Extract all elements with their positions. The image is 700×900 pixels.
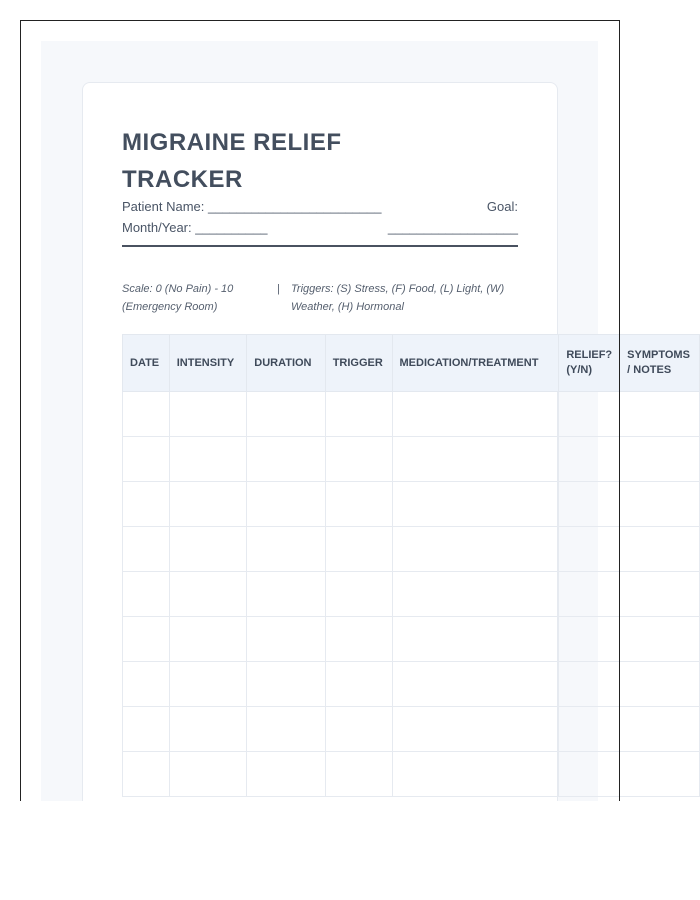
triggers-legend: Triggers: (S) Stress, (F) Food, (L) Light, (W) Weather, (H) Hormonal: [291, 283, 505, 313]
table-cell[interactable]: [620, 572, 700, 617]
table-row: [123, 752, 700, 797]
table-cell[interactable]: [559, 662, 620, 707]
table-cell[interactable]: [325, 707, 392, 752]
table-cell[interactable]: [325, 527, 392, 572]
table-cell[interactable]: [169, 392, 247, 437]
table-cell[interactable]: [620, 617, 700, 662]
table-cell[interactable]: [620, 752, 700, 797]
table-cell[interactable]: [559, 392, 620, 437]
col-date: DATE: [123, 335, 170, 392]
table-cell[interactable]: [169, 707, 247, 752]
table-cell[interactable]: [325, 392, 392, 437]
scale-legend: Scale: 0 (No Pain) - 10 (Emergency Room): [122, 283, 234, 313]
table-cell[interactable]: [247, 392, 325, 437]
table-row: [123, 392, 700, 437]
table-cell[interactable]: [620, 527, 700, 572]
table-cell[interactable]: [123, 662, 170, 707]
table-cell[interactable]: [559, 572, 620, 617]
table-cell[interactable]: [123, 527, 170, 572]
table-cell[interactable]: [123, 437, 170, 482]
table-cell[interactable]: [247, 752, 325, 797]
table-cell[interactable]: [392, 572, 559, 617]
table-cell[interactable]: [325, 617, 392, 662]
table-row: [123, 437, 700, 482]
table-cell[interactable]: [559, 707, 620, 752]
table-cell[interactable]: [559, 617, 620, 662]
table-cell[interactable]: [169, 527, 247, 572]
col-duration: DURATION: [247, 335, 325, 392]
table-cell[interactable]: [392, 437, 559, 482]
table-cell[interactable]: [559, 437, 620, 482]
goal-line: __________________: [387, 220, 518, 235]
month-year-field[interactable]: Month/Year: __________: [122, 220, 268, 235]
table-cell[interactable]: [392, 527, 559, 572]
table-cell[interactable]: [325, 572, 392, 617]
col-notes: SYMPTOMS / NOTES: [620, 335, 700, 392]
table-row: [123, 617, 700, 662]
col-intensity: INTENSITY: [169, 335, 247, 392]
table-cell[interactable]: [559, 752, 620, 797]
goal-label: Goal:: [486, 199, 518, 214]
table-cell[interactable]: [620, 662, 700, 707]
table-cell[interactable]: [392, 752, 559, 797]
table-cell[interactable]: [123, 572, 170, 617]
table-cell[interactable]: [325, 482, 392, 527]
table-cell[interactable]: [169, 662, 247, 707]
table-row: [123, 527, 700, 572]
table-cell[interactable]: [392, 482, 559, 527]
patient-name-field[interactable]: Patient Name: ________________________: [122, 199, 382, 214]
table-cell[interactable]: [620, 482, 700, 527]
col-relief: RELIEF? (Y/N): [559, 335, 620, 392]
table-header-row: [123, 335, 700, 392]
page-title: MIGRAINE RELIEF TRACKER: [122, 129, 342, 193]
table-cell[interactable]: [169, 482, 247, 527]
header-divider: [122, 245, 518, 247]
table-cell[interactable]: [169, 572, 247, 617]
table-cell[interactable]: [620, 707, 700, 752]
goal-field[interactable]: [388, 196, 518, 238]
table-row: [123, 707, 700, 752]
table-cell[interactable]: [247, 662, 325, 707]
table-row: [123, 572, 700, 617]
table-cell[interactable]: [247, 482, 325, 527]
table-cell[interactable]: [169, 617, 247, 662]
table-cell[interactable]: [123, 707, 170, 752]
table-cell[interactable]: [325, 437, 392, 482]
table-cell[interactable]: [325, 752, 392, 797]
table-cell[interactable]: [169, 752, 247, 797]
table-cell[interactable]: [247, 617, 325, 662]
table-cell[interactable]: [123, 392, 170, 437]
table-cell[interactable]: [123, 617, 170, 662]
table-cell[interactable]: [559, 482, 620, 527]
tracker-table: [122, 334, 700, 797]
table-cell[interactable]: [392, 662, 559, 707]
table-cell[interactable]: [620, 437, 700, 482]
table-cell[interactable]: [123, 482, 170, 527]
legend-separator: |: [277, 283, 280, 295]
table-cell[interactable]: [559, 527, 620, 572]
table-cell[interactable]: [392, 617, 559, 662]
table-cell[interactable]: [247, 707, 325, 752]
table-cell[interactable]: [247, 437, 325, 482]
legend: [122, 280, 522, 316]
table-cell[interactable]: [392, 392, 559, 437]
table-cell[interactable]: [392, 707, 559, 752]
table-row: [123, 482, 700, 527]
patient-info: [122, 196, 518, 238]
table-cell[interactable]: [123, 752, 170, 797]
table-cell[interactable]: [325, 662, 392, 707]
table-row: [123, 662, 700, 707]
table-cell[interactable]: [169, 437, 247, 482]
table-cell[interactable]: [247, 527, 325, 572]
table-cell[interactable]: [620, 392, 700, 437]
col-medication: MEDICATION/TREATMENT: [392, 335, 559, 392]
table-cell[interactable]: [247, 572, 325, 617]
col-trigger: TRIGGER: [325, 335, 392, 392]
